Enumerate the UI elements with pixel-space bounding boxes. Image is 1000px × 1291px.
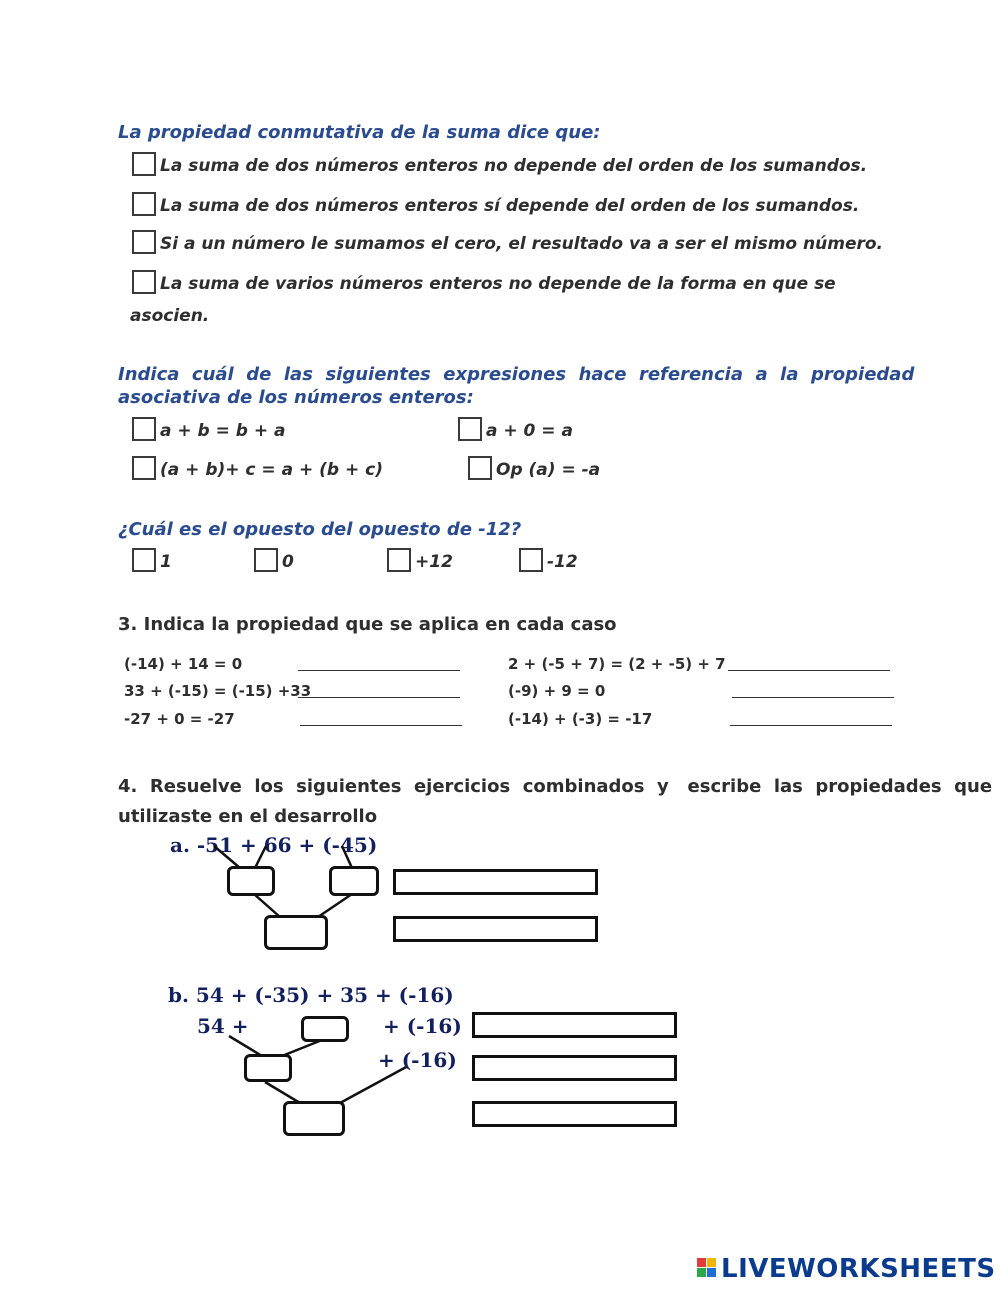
- q1-option-label: La suma de dos números enteros sí depende del orden de los sumandos.: [160, 196, 860, 216]
- question-2-title-line2: asociativa de los números enteros:: [118, 387, 474, 408]
- property-expression: (-9) + 9 = 0: [508, 682, 606, 700]
- section-3-title: 3. Indica la propiedad que se aplica en cada caso: [118, 614, 617, 635]
- answer-box[interactable]: [227, 866, 275, 896]
- logo-square-icon: [707, 1268, 716, 1277]
- section-4-title-line1: 4. Resuelve los siguientes ejercicios combinados y escribe las propiedades que: [118, 776, 993, 797]
- q1-option-label: La suma de varios números enteros no depende de la forma en que se: [160, 274, 836, 294]
- property-answer-field[interactable]: [393, 869, 598, 895]
- answer-box[interactable]: [244, 1054, 292, 1082]
- q3-option-label: 0: [282, 552, 294, 572]
- property-expression: (-14) + (-3) = -17: [508, 710, 653, 728]
- q3-option-label: +12: [415, 552, 453, 572]
- property-answer-field[interactable]: [472, 1012, 677, 1038]
- q3-option-label: 1: [160, 552, 172, 572]
- exercise-b-line3: + (-16): [378, 1048, 457, 1072]
- property-expression: (-14) + 14 = 0: [124, 655, 243, 673]
- exercise-a-expression: a. -51 + 66 + (-45): [170, 833, 378, 857]
- section-4-title-line2: utilizaste en el desarrollo: [118, 806, 378, 827]
- question-1-title: La propiedad conmutativa de la suma dice que:: [118, 122, 601, 143]
- logo-square-icon: [697, 1268, 706, 1277]
- property-expression: 33 + (-15) = (-15) +33: [124, 682, 312, 700]
- logo-square-icon: [697, 1258, 706, 1267]
- answer-box[interactable]: [301, 1016, 349, 1042]
- logo-square-icon: [707, 1258, 716, 1267]
- liveworksheets-logo: [697, 1254, 997, 1288]
- q2-option-label: a + 0 = a: [486, 421, 573, 441]
- question-2-title-line1: Indica cuál de las siguientes expresiones hace referencia a la propiedad: [118, 364, 915, 385]
- property-answer-field[interactable]: [393, 916, 598, 942]
- q1-option-label: Si a un número le sumamos el cero, el resultado va a ser el mismo número.: [160, 234, 883, 254]
- q2-option-label: a + b = b + a: [160, 421, 286, 441]
- question-3-title: ¿Cuál es el opuesto del opuesto de -12?: [118, 519, 522, 540]
- answer-box[interactable]: [264, 915, 328, 950]
- property-expression: 2 + (-5 + 7) = (2 + -5) + 7: [508, 655, 726, 673]
- answer-box[interactable]: [283, 1101, 345, 1136]
- exercise-b-line2-right: + (-16): [383, 1014, 462, 1038]
- logo-brand-text: LIVEWORKSHEETS: [721, 1254, 996, 1284]
- property-expression: -27 + 0 = -27: [124, 710, 235, 728]
- exercise-b-expression: b. 54 + (-35) + 35 + (-16): [168, 983, 454, 1007]
- q1-option-4-continuation: asocien.: [130, 306, 210, 326]
- property-answer-field[interactable]: [472, 1055, 677, 1081]
- q2-option-label: Op (a) = -a: [496, 460, 601, 480]
- q1-option-label: La suma de dos números enteros no depende del orden de los sumandos.: [160, 156, 868, 176]
- answer-box[interactable]: [329, 866, 379, 896]
- exercise-b-line2-left: 54 +: [197, 1014, 249, 1038]
- property-answer-field[interactable]: [472, 1101, 677, 1127]
- q2-option-label: (a + b)+ c = a + (b + c): [160, 460, 384, 480]
- q3-option-label: -12: [547, 552, 578, 572]
